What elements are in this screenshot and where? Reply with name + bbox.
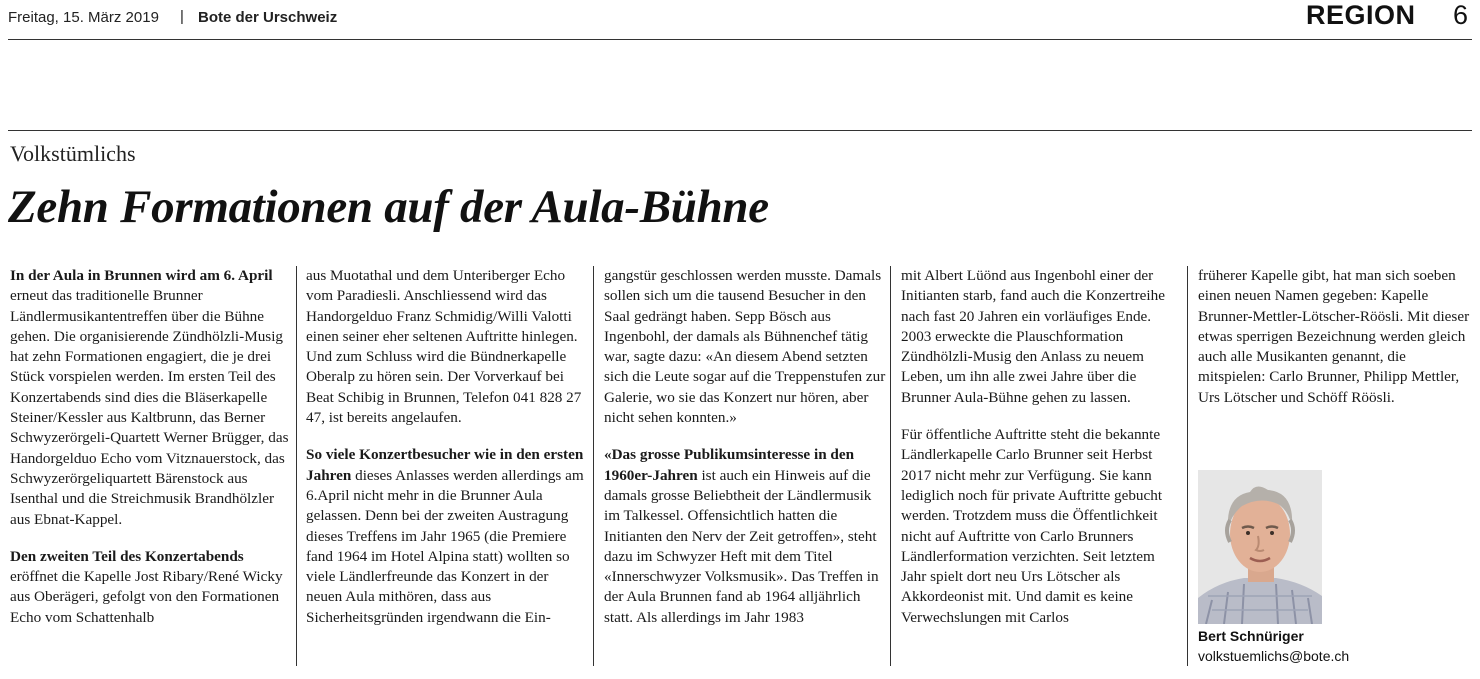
paragraph bbox=[10, 266, 292, 530]
masthead-separator: | bbox=[180, 8, 184, 25]
article-column-3 bbox=[604, 266, 886, 628]
paragraph bbox=[901, 425, 1183, 628]
masthead bbox=[8, 0, 1472, 40]
paragraph-text: eröffnet die Kapelle Jost Ribary/René Wicky aus Oberägeri, gefolgt von den Formationen Echo vom Schattenhalb bbox=[10, 568, 283, 626]
paragraph-text: ist auch ein Hinweis auf die damals grosse Beliebtheit der Ländlermusik im Talkessel. Offensichtlich hatten die Initianten den Nerv der Zeit getroffen», steht dazu im Schwyzer Heft mit dem Titel «Innerschwyzer Volksmusik». Das Treffen in der Aula Brunnen fand ab 1964 alljährlich statt. Als allerdings im Jahr 1983 bbox=[604, 466, 879, 626]
paragraph bbox=[604, 266, 886, 428]
article-headline: Zehn Formationen auf der Aula-Bühne bbox=[8, 181, 769, 233]
paragraph-text: gangstür geschlossen werden musste. Damals sollen sich um die tausend Besucher in den Saal gedrängt haben. Sepp Bösch aus Ingenbohl, der damals als Bühnenchef tätig war, sagte dazu: «An diesem Abend setzten sich die Leute sogar auf die Treppenstufen zur Galerie, wo sie das Konzert nur hören, aber nicht sehen konnten.» bbox=[604, 267, 886, 427]
column-divider bbox=[890, 266, 891, 666]
paragraph bbox=[901, 266, 1183, 408]
paragraph-text: mit Albert Lüönd aus Ingenbohl einer der Initianten starb, fand auch die Konzertreihe nach fast 20 Jahren ein vorläufiges Ende. 2003 erweckte die Plauschformation Zündhölzli-Musig den Anlass zu neuem Leben, um ihn alle zwei Jahre über die Brunner Aula-Bühne gehen zu lassen. bbox=[901, 267, 1165, 406]
article-column-4 bbox=[901, 266, 1183, 628]
paragraph-text: aus Muotathal und dem Unteriberger Echo vom Paradiesli. Anschliessend wird das Handorgelduo Franz Schmidig/Willi Valotti einen seiner eher seltenen Auftritte hinlegen. Und zum Schluss wird die Bündnerkapelle Oberalp zu hören sein. Der Vorverkauf bei Beat Schibig in Brunnen, Telefon 041 828 27 47, ist bereits angelaufen. bbox=[306, 267, 582, 427]
article-column-2 bbox=[306, 266, 588, 628]
section-title: REGION bbox=[1306, 0, 1416, 30]
paragraph-lead: «Das grosse Publikumsinteresse in den 1960er-Jahren bbox=[604, 446, 855, 484]
newspaper-name: Bote der Urschweiz bbox=[198, 9, 338, 26]
article-top-rule bbox=[8, 130, 1472, 131]
author-photo bbox=[1198, 470, 1322, 624]
author-portrait-illustration bbox=[1198, 470, 1322, 624]
page-number: 6 bbox=[1453, 0, 1469, 30]
column-divider bbox=[1187, 266, 1188, 666]
issue-date: Freitag, 15. März 2019 bbox=[8, 9, 159, 26]
column-divider bbox=[593, 266, 594, 666]
paragraph-text: dieses Anlasses werden allerdings am 6.April nicht mehr in die Brunner Aula gelassen. Denn bei der zweiten Austragung dieses Treffens im Jahr 1965 (die Premiere fand 1964 im Hotel Alpina statt) wollten so viele Ländlerfreunde das Konzert in der neuen Aula mithören, dass aus Sicherheitsgründen irgendwann die Ein- bbox=[306, 466, 584, 626]
paragraph bbox=[10, 547, 292, 628]
article-kicker: Volkstümlichs bbox=[10, 141, 136, 166]
paragraph bbox=[1198, 266, 1472, 408]
paragraph-lead: Den zweiten Teil des Konzertabends bbox=[10, 547, 244, 565]
author-name: Bert Schnüriger bbox=[1198, 628, 1304, 644]
author-email[interactable]: volkstuemlichs@bote.ch bbox=[1198, 648, 1350, 664]
paragraph-lead: So viele Konzertbesucher wie in den ersten Jahren bbox=[306, 446, 584, 484]
paragraph-lead: In der Aula in Brunnen wird am 6. April bbox=[10, 267, 273, 284]
paragraph-text: Für öffentliche Auftritte steht die bekannte Ländlerkapelle Carlo Brunner seit Herbst 2017 nicht mehr zur Verfügung. Sie kann lediglich noch für private Auftritte gebucht werden. Trotzdem muss die Öffentlichkeit nicht auf Auftritte von Carlo Brunners Ländlerformation verzichten. Seit letztem Jahr spielt dort neu Urs Lötscher als Akkordeonist mit. Und damit es keine Verwechslungen mit Carlos bbox=[901, 426, 1163, 626]
article-column-1 bbox=[10, 266, 292, 628]
article-column-5 bbox=[1198, 266, 1472, 408]
column-divider bbox=[296, 266, 297, 666]
paragraph bbox=[306, 445, 588, 628]
paragraph bbox=[604, 445, 886, 628]
paragraph-text: früherer Kapelle gibt, hat man sich soeben einen neuen Namen gegeben: Kapelle Brunner-Mettler-Lötscher-Röösli. Mit dieser etwas sperrigen Bezeichnung werden gleich auch alle Musikanten genannt, die mitspielen: Carlo Brunner, Philipp Mettler, Urs Lötscher und Schöff Röösli. bbox=[1198, 267, 1470, 406]
paragraph bbox=[306, 266, 588, 428]
paragraph-text: erneut das traditionelle Brunner Ländlermusikantentreffen über die Bühne gehen. Die organisierende Zündhölzli-Musig hat zehn Formationen engagiert, die je drei Stück vorspielen werden. Im ersten Teil des Konzertabends sind dies die Bläserkapelle Steiner/Kessler aus Kaltbrunn, das Berner Schwyzerörgeli-Quartett Werner Brügger, das Handorgelduo Echo vom Vitznauerstock, das Schwyzerörgeliquartett Bärenstock aus Isenthal und die Streichmusik Brandhölzler aus Ebnat-Kappel. bbox=[10, 287, 289, 528]
